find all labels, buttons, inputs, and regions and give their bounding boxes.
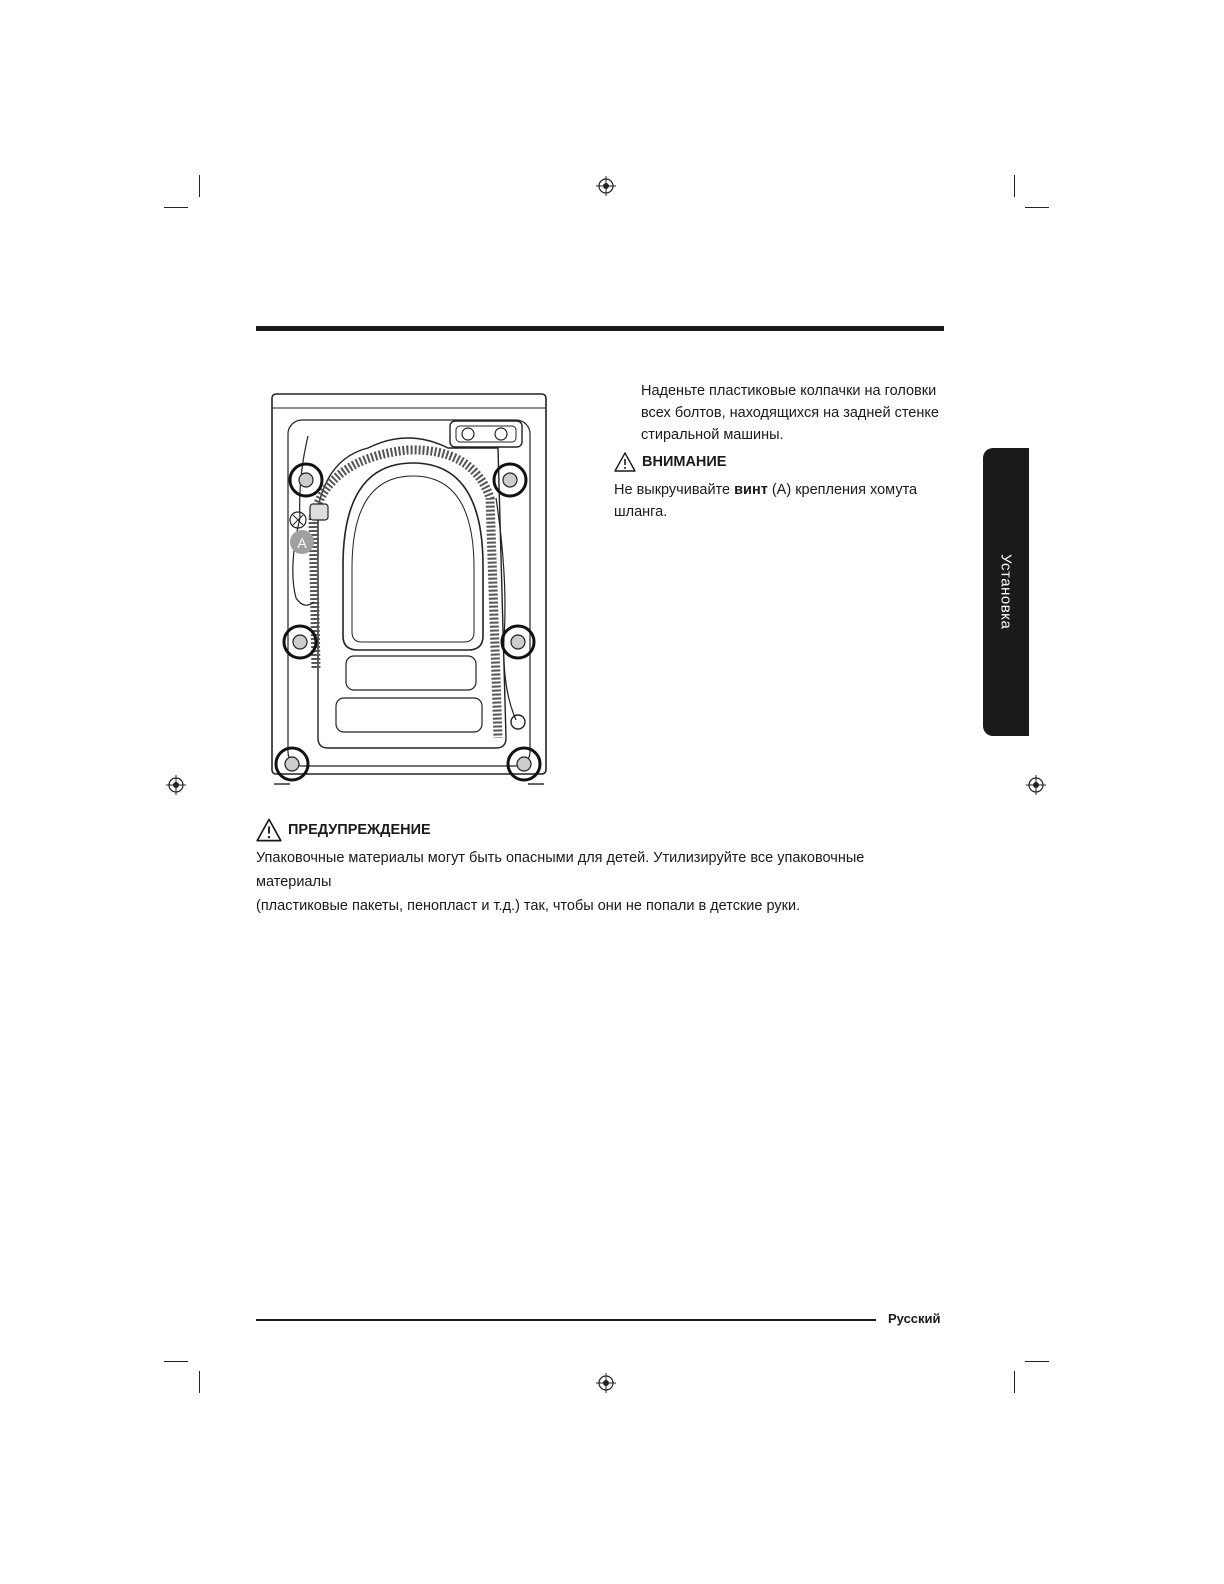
registration-mark-icon [166, 775, 186, 795]
washing-machine-rear-illustration [268, 388, 552, 790]
instruction-line: стиральной машины. [641, 427, 784, 443]
side-tab-label: Установка [997, 554, 1015, 630]
caution-text-part: шланга. [614, 504, 668, 520]
warning-line: (пластиковые пакеты, пенопласт и т.д.) так, чтобы они не попали в детские руки. [256, 898, 801, 914]
crop-mark [1025, 1361, 1049, 1362]
caution-text-bold: винт [734, 482, 768, 498]
warning-title: ПРЕДУПРЕЖДЕНИЕ [288, 822, 431, 838]
registration-mark-icon [1026, 775, 1046, 795]
section-top-rule [256, 326, 944, 331]
caution-text-part: Не выкручивайте [614, 482, 735, 498]
caution-text-part: (A) крепления хомута [767, 482, 918, 498]
warning-triangle-icon [256, 818, 282, 842]
crop-mark [1025, 207, 1049, 208]
instruction-line: всех болтов, находящихся на задней стенке [641, 405, 939, 421]
crop-mark [164, 1361, 188, 1362]
instruction-text [641, 380, 941, 446]
instruction-line: Наденьте пластиковые колпачки на головки [641, 383, 937, 399]
registration-mark-icon [596, 1373, 616, 1393]
warning-heading [256, 818, 431, 842]
section-side-tab [983, 448, 1029, 736]
caution-text [614, 479, 924, 523]
crop-mark [1014, 175, 1015, 197]
warning-triangle-icon [614, 452, 636, 472]
crop-mark [199, 1371, 200, 1393]
caution-heading [614, 452, 726, 472]
footer-rule [256, 1319, 876, 1321]
footer-language: Русский [888, 1311, 941, 1326]
crop-mark [164, 207, 188, 208]
warning-line: Упаковочные материалы могут быть опасными для детей. Утилизируйте все упаковочные материалы [256, 850, 865, 890]
registration-mark-icon [596, 176, 616, 196]
crop-mark [1014, 1371, 1015, 1393]
callout-label-a: A [297, 535, 307, 551]
warning-text [256, 846, 936, 918]
caution-title: ВНИМАНИЕ [642, 454, 727, 470]
crop-mark [199, 175, 200, 197]
